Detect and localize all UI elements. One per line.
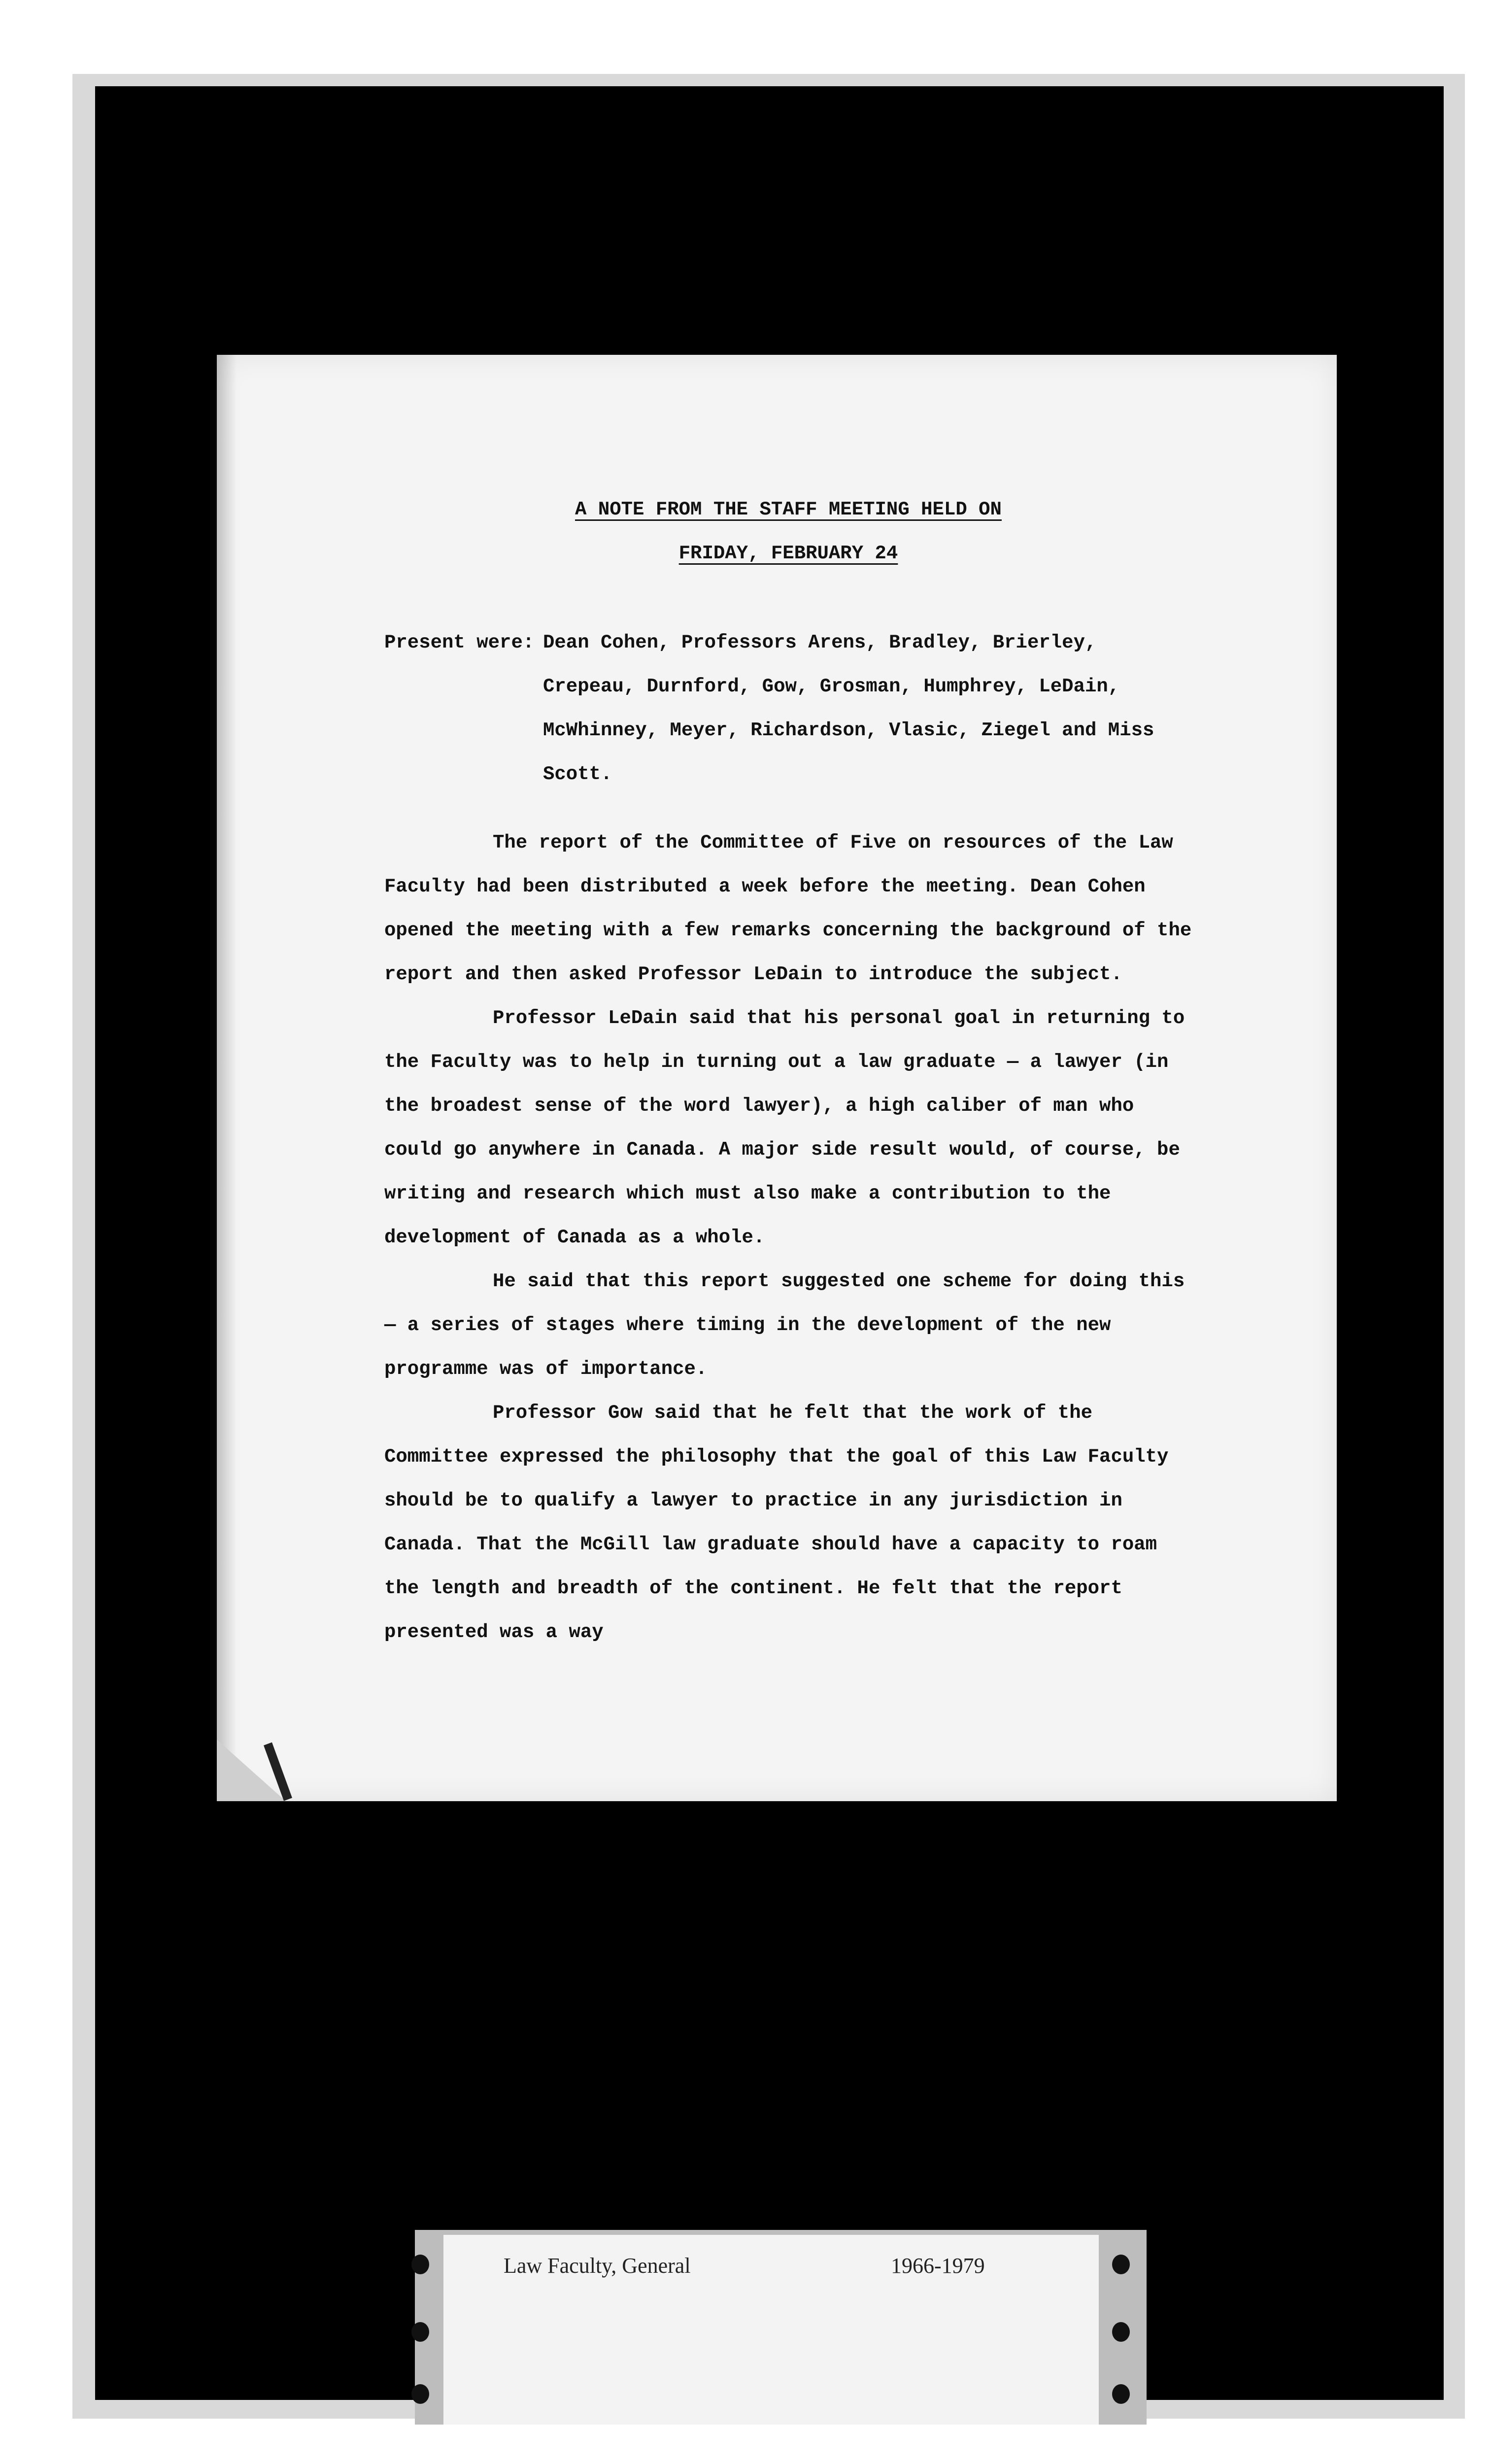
document-title-line-1: A NOTE FROM THE STAFF MEETING HELD ON — [575, 499, 1002, 520]
archive-collection-label: Law Faculty, General — [504, 2254, 691, 2278]
punch-hole-left-2 — [411, 2322, 429, 2342]
archive-date-range: 1966-1979 — [891, 2254, 985, 2278]
attendees-block — [384, 621, 1192, 796]
punch-hole-right-1 — [1112, 2255, 1130, 2274]
paragraph-3: He said that this report suggested one scheme for doing this — a series of stages where timing in the development of the new programme was of importance. — [384, 1270, 1185, 1380]
punch-hole-left-3 — [411, 2384, 429, 2404]
paragraph-2: Professor LeDain said that his personal goal in returning to the Faculty was to help in turning out a law graduate — a lawyer (in the broadest sense of the word lawyer), a high caliber of man who could go anywhere in Canada. A major side result would, of course, be writing and research which must also make a contribution to the development of Canada as a whole. — [384, 1007, 1185, 1248]
punch-hole-right-2 — [1112, 2322, 1130, 2342]
punch-hole-left-1 — [411, 2255, 429, 2274]
attendees-list: Dean Cohen, Professors Arens, Bradley, Brierley, Crepeau, Durnford, Gow, Grosman, Humphrey, LeDain, McWhinney, Meyer, Richardson, Vlasic, Ziegel and Miss Scott. — [543, 632, 1154, 785]
paragraph-4: Professor Gow said that he felt that the work of the Committee expressed the philosophy that the goal of this Law Faculty should be to qualify a lawyer to practice in any jurisdiction in Canada. That the McGill law graduate should have a capacity to roam the length and breadth of the continent. He felt that the report presented was a way — [384, 1402, 1169, 1643]
document-content — [384, 488, 1192, 1654]
punch-hole-right-3 — [1112, 2384, 1130, 2404]
paragraph-1: The report of the Committee of Five on resources of the Law Faculty had been distributed a week before the meeting. Dean Cohen opened the meeting with a few remarks concerning the background of the report and then asked Professor LeDain to introduce the subject. — [384, 832, 1192, 985]
document-title-line-2: FRIDAY, FEBRUARY 24 — [678, 543, 898, 564]
attendees-label: Present were: — [384, 632, 535, 653]
